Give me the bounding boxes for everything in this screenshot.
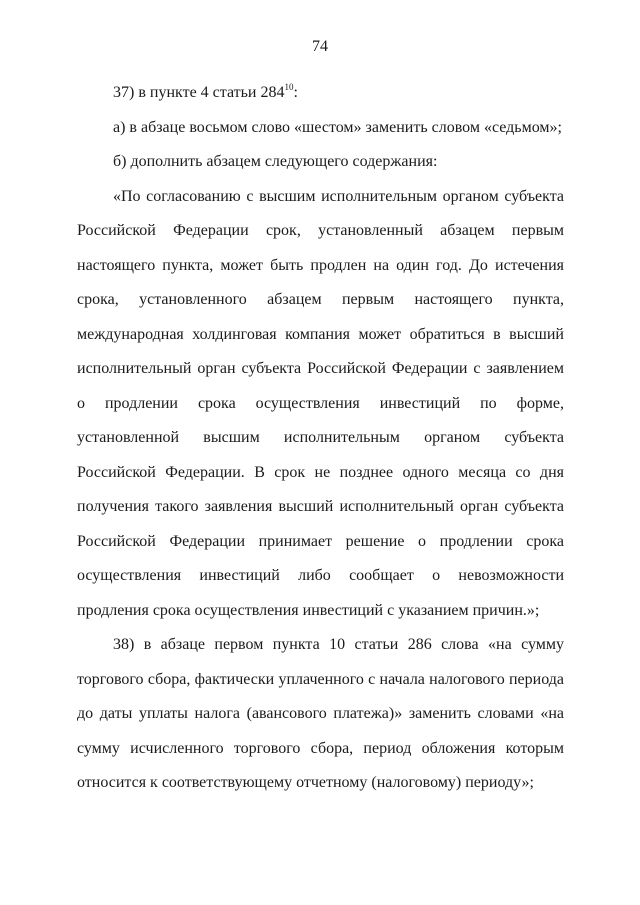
- page-number: 74: [312, 38, 328, 55]
- item-37-colon: :: [293, 84, 298, 101]
- item-37-superscript: 10: [284, 82, 294, 92]
- item-37-sub-a: а) в абзаце восьмом слово «шестом» заменить словом «седьмом»;: [113, 118, 562, 136]
- item-37-quoted-paragraph: «По согласованию с высшим исполнительным органом субъекта Российской Федерации срок, установленный абзацем первым настоящего пункта, может быть продлен на один год. До истечения срока, установленного абзацем первым настоящего пункта, международная холдинговая компания может обратиться в высший исполнительный орган субъекта Российской Федерации с заявлением о продлении срока осуществления инвестиций по форме, установленной высшим исполнительным органом субъекта Российской Федерации. В срок не позднее одного месяца со дня получения такого заявления высший исполнительный орган субъекта Российской Федерации принимает решение о продлении срока осуществления инвестиций либо сообщает о невозможности продления срока осуществления инвестиций с указанием причин.»;: [77, 187, 564, 619]
- item-37-text: 37) в пункте 4 статьи 284: [113, 84, 285, 101]
- item-37-sub-b: б) дополнить абзацем следующего содержания:: [113, 153, 438, 170]
- item-38-paragraph: 38) в абзаце первом пункта 10 статьи 286 слова «на сумму торгового сбора, фактически уплаченного с начала налогового периода до даты уплаты налога (авансового платежа)» заменить словами «на сумму исчисленного торгового сбора, период обложения которым относится к соответствующему отчетному (налоговому) периоду»;: [77, 636, 564, 791]
- document-body: [77, 76, 564, 801]
- item-37-heading: [77, 76, 564, 111]
